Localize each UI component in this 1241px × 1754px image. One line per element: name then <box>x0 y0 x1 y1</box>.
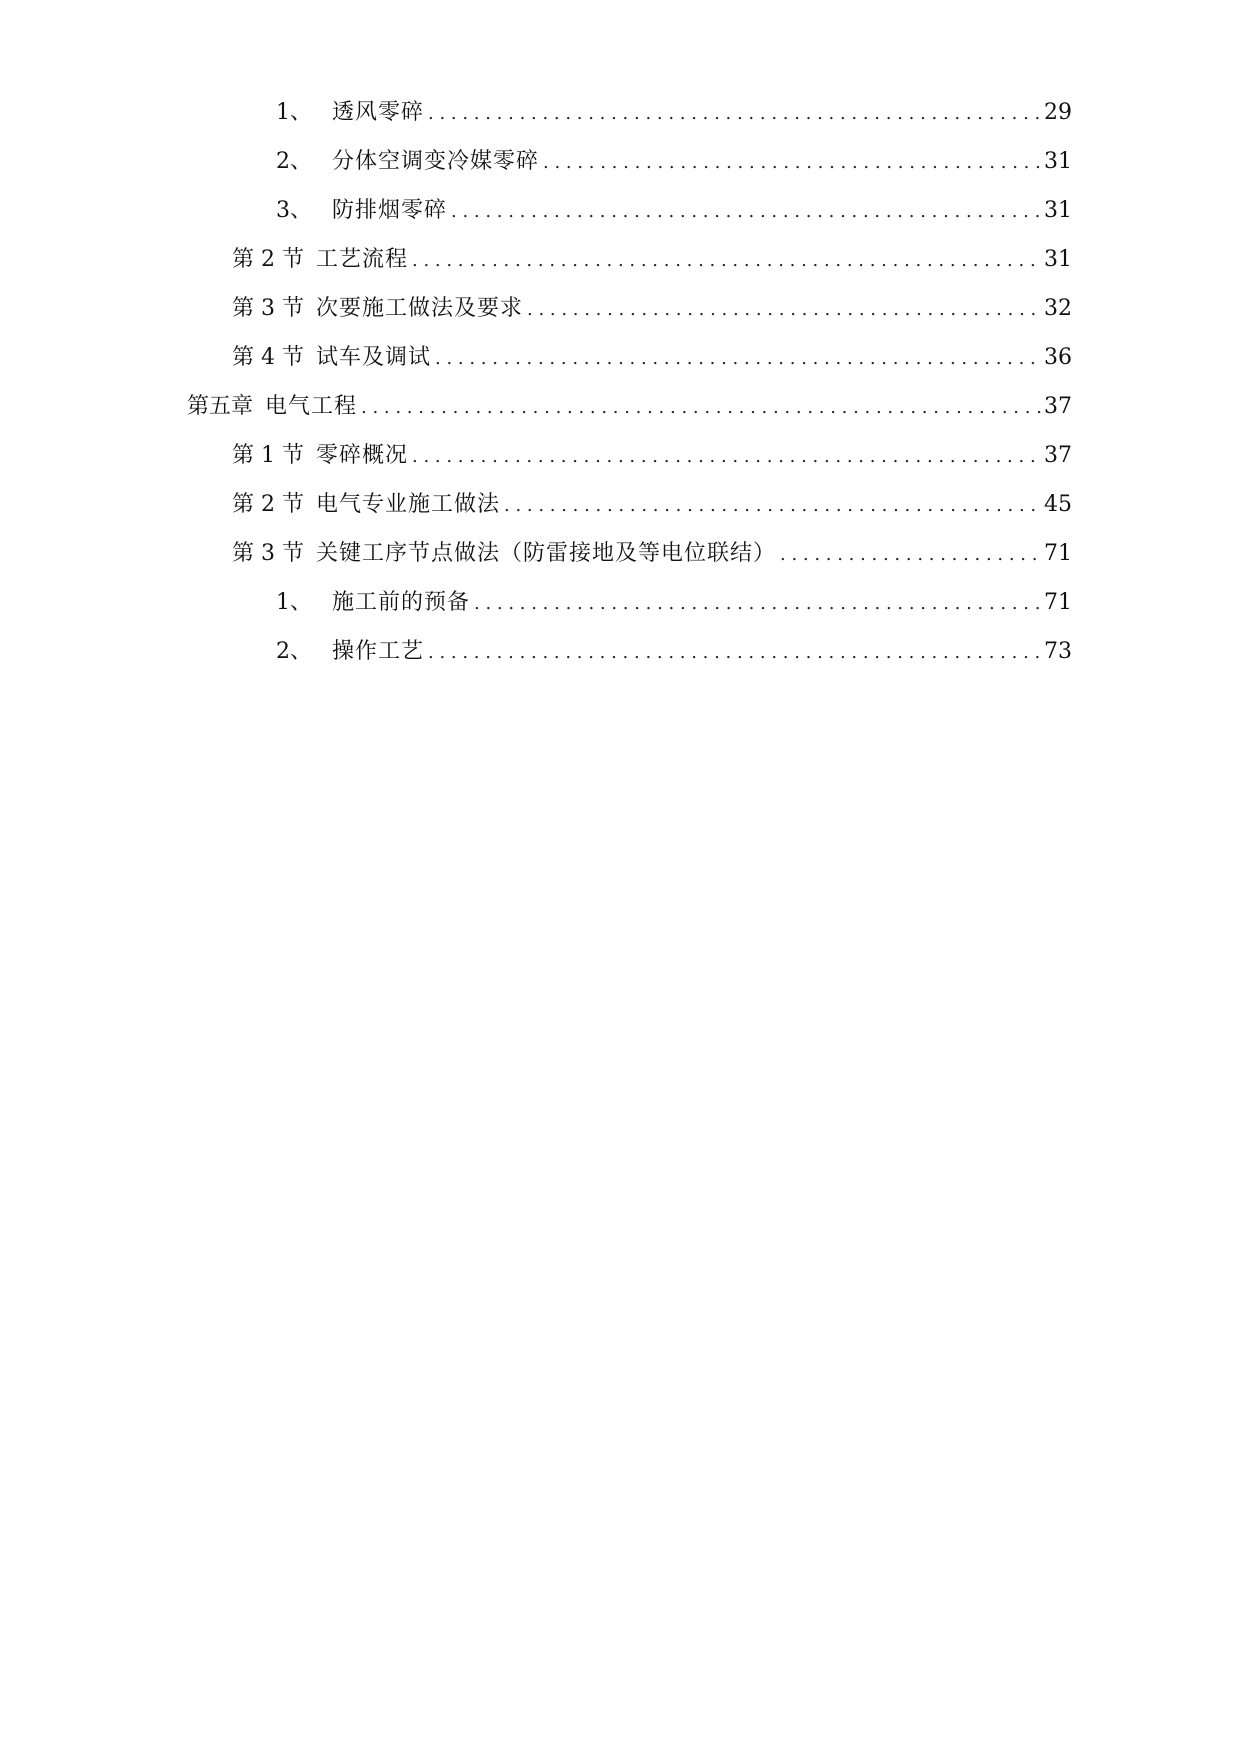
toc-entry[interactable] <box>0 588 1072 637</box>
dot-leader <box>428 638 1042 668</box>
toc-entry-title: 工艺流程 <box>315 247 408 272</box>
toc-entry-number: 2、 <box>276 639 312 664</box>
toc-entry-title: 透风零碎 <box>332 100 425 125</box>
toc-entry-page: 31 <box>1044 198 1072 223</box>
toc-entry[interactable] <box>0 441 1072 490</box>
dot-leader <box>543 148 1042 178</box>
toc-entry[interactable] <box>0 294 1072 343</box>
toc-entry[interactable] <box>0 196 1072 245</box>
toc-entry-title: 分体空调变冷媒零碎 <box>332 149 540 174</box>
toc-entry-number: 第五章 <box>187 394 254 419</box>
dot-leader <box>361 393 1042 423</box>
toc-entry-title: 关键工序节点做法（防雷接地及等电位联结） <box>315 541 776 566</box>
toc-entry-title: 电气工程 <box>265 394 358 419</box>
toc-entry-title: 次要施工做法及要求 <box>315 296 523 321</box>
toc-entry-page: 31 <box>1044 149 1072 174</box>
dot-leader <box>412 246 1042 276</box>
dot-leader <box>435 344 1042 374</box>
toc-entry[interactable] <box>0 245 1072 294</box>
toc-entry-number: 1、 <box>276 590 312 615</box>
toc-entry-page: 45 <box>1044 492 1072 517</box>
toc-entry-page: 73 <box>1044 639 1072 664</box>
toc-entry-title: 电气专业施工做法 <box>315 492 500 517</box>
toc-entry-number: 第 4 节 <box>232 345 304 370</box>
toc-entry[interactable] <box>0 490 1072 539</box>
toc-entry-page: 37 <box>1044 394 1072 419</box>
toc-entry-title: 试车及调试 <box>315 345 431 370</box>
toc-entry-page: 71 <box>1044 590 1072 615</box>
toc-entry-page: 71 <box>1044 541 1072 566</box>
dot-leader <box>504 491 1042 521</box>
dot-leader <box>527 295 1042 325</box>
table-of-contents <box>0 98 1241 686</box>
toc-entry-title: 施工前的预备 <box>332 590 471 615</box>
toc-entry-number: 3、 <box>276 198 312 223</box>
dot-leader <box>780 540 1042 570</box>
toc-entry[interactable] <box>0 637 1072 686</box>
toc-entry-number: 第 1 节 <box>232 443 304 468</box>
toc-entry-page: 37 <box>1044 443 1072 468</box>
toc-entry-page: 36 <box>1044 345 1072 370</box>
toc-entry[interactable] <box>0 392 1072 441</box>
toc-entry[interactable] <box>0 98 1072 147</box>
dot-leader <box>412 442 1042 472</box>
toc-entry-number: 第 2 节 <box>232 492 304 517</box>
toc-entry[interactable] <box>0 343 1072 392</box>
toc-entry-number: 第 3 节 <box>232 296 304 321</box>
toc-entry[interactable] <box>0 539 1072 588</box>
toc-entry-page: 31 <box>1044 247 1072 272</box>
dot-leader <box>474 589 1042 619</box>
dot-leader <box>451 197 1042 227</box>
dot-leader <box>428 99 1042 129</box>
toc-entry-title: 防排烟零碎 <box>332 198 448 223</box>
toc-entry-title: 零碎概况 <box>315 443 408 468</box>
toc-entry-number: 1、 <box>276 100 312 125</box>
toc-entry-number: 第 3 节 <box>232 541 304 566</box>
toc-entry-title: 操作工艺 <box>332 639 425 664</box>
toc-entry-page: 29 <box>1044 100 1072 125</box>
toc-entry-page: 32 <box>1044 296 1072 321</box>
toc-entry[interactable] <box>0 147 1072 196</box>
toc-entry-number: 2、 <box>276 149 312 174</box>
toc-entry-number: 第 2 节 <box>232 247 304 272</box>
